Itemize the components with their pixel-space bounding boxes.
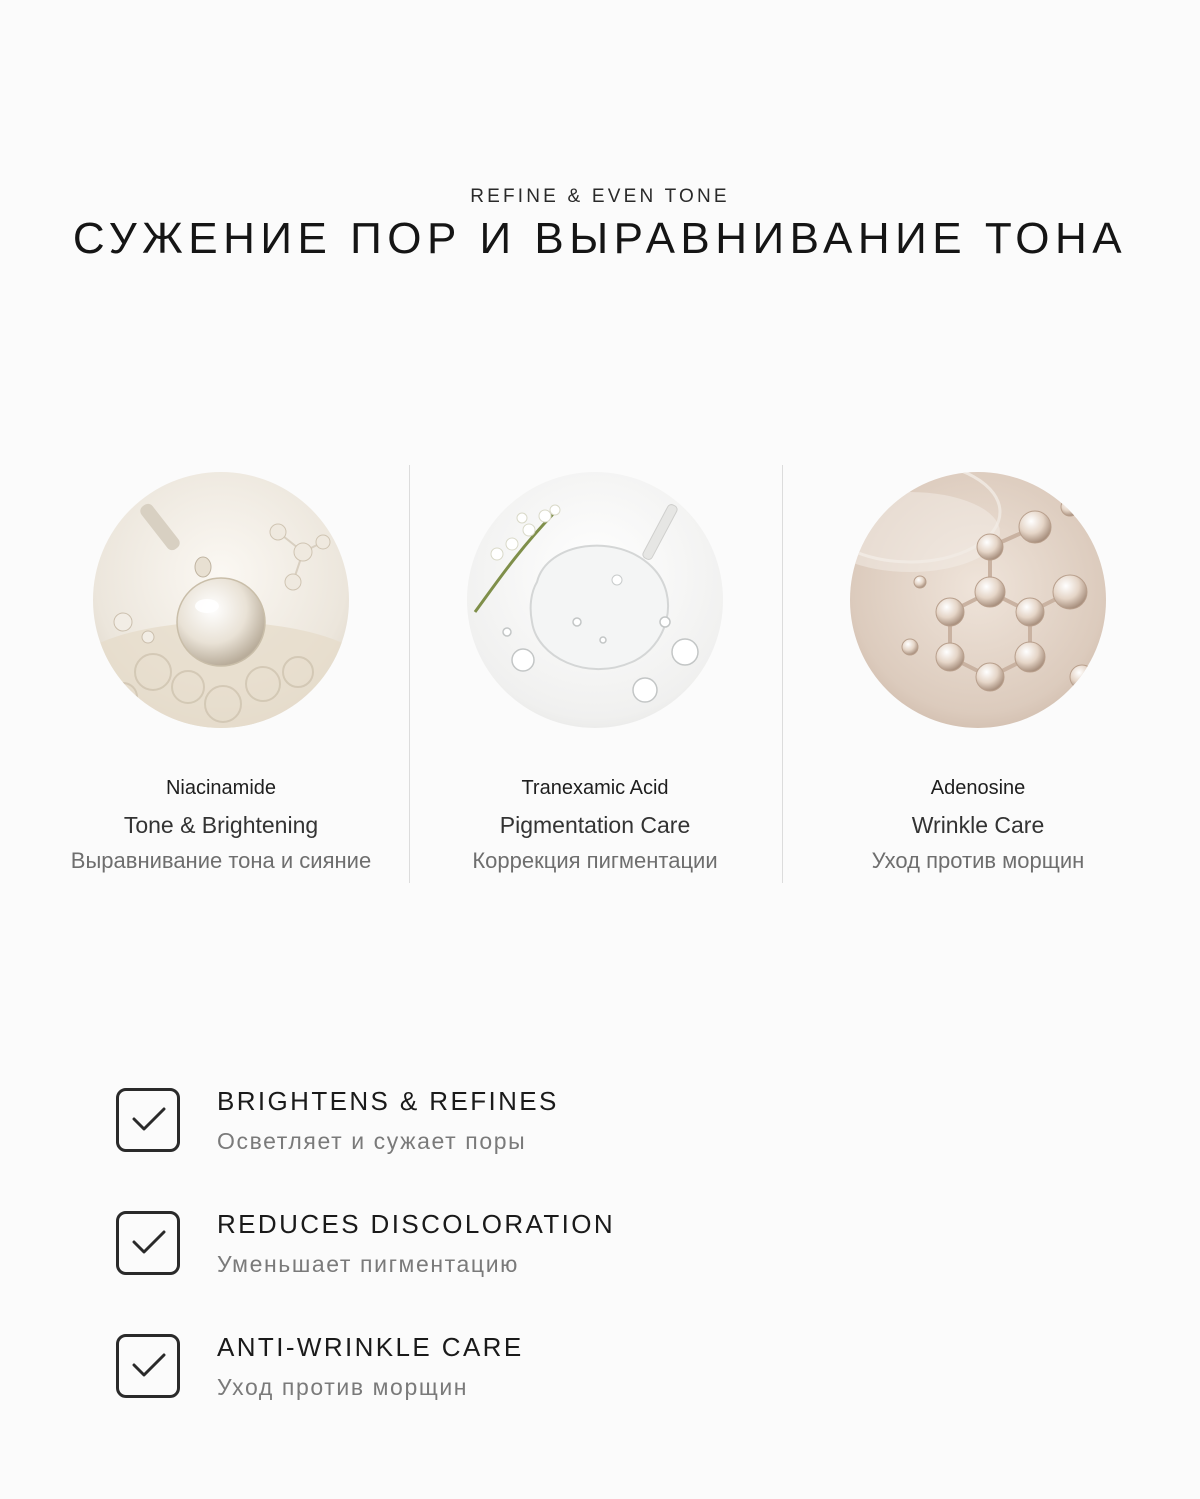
- ingredient-benefit-ru: Выравнивание тона и сияние: [70, 848, 372, 873]
- ingredient-card-adenosine: [788, 472, 1168, 876]
- benefit-item-discoloration: [116, 1211, 816, 1283]
- gel-flower-image: [467, 472, 723, 728]
- benefit-item-anti-wrinkle: [116, 1334, 816, 1406]
- header-kicker: REFINE & EVEN TONE: [470, 186, 730, 207]
- molecule-bubbles-image: [850, 472, 1106, 728]
- benefit-subtitle: Уход против морщин: [217, 1374, 469, 1400]
- benefit-title: ANTI-WRINKLE CARE: [217, 1332, 524, 1362]
- ingredient-benefit-en: Wrinkle Care: [911, 812, 1045, 838]
- check-icon: [116, 1088, 180, 1152]
- ingredient-benefit-ru: Уход против морщин: [871, 848, 1085, 873]
- ingredient-name: Niacinamide: [165, 777, 277, 799]
- ingredient-name: Tranexamic Acid: [521, 777, 669, 799]
- ingredient-benefit-en: Pigmentation Care: [499, 812, 691, 838]
- benefit-item-brightens: [116, 1088, 816, 1160]
- page-title: СУЖЕНИЕ ПОР И ВЫРАВНИВАНИЕ ТОНА: [72, 214, 1128, 263]
- benefit-title: BRIGHTENS & REFINES: [217, 1086, 559, 1116]
- benefit-subtitle: Уменьшает пигментацию: [217, 1251, 519, 1277]
- ingredient-benefit-ru: Коррекция пигментации: [472, 848, 718, 873]
- ingredient-card-tranexamic-acid: [405, 472, 785, 876]
- check-icon: [116, 1334, 180, 1398]
- ingredient-benefit-en: Tone & Brightening: [123, 812, 319, 838]
- serum-droplet-image: [93, 472, 349, 728]
- ingredient-name: Adenosine: [930, 777, 1026, 799]
- check-icon: [116, 1211, 180, 1275]
- ingredient-card-niacinamide: [31, 472, 411, 876]
- benefit-title: REDUCES DISCOLORATION: [217, 1209, 616, 1239]
- benefit-subtitle: Осветляет и сужает поры: [217, 1128, 527, 1154]
